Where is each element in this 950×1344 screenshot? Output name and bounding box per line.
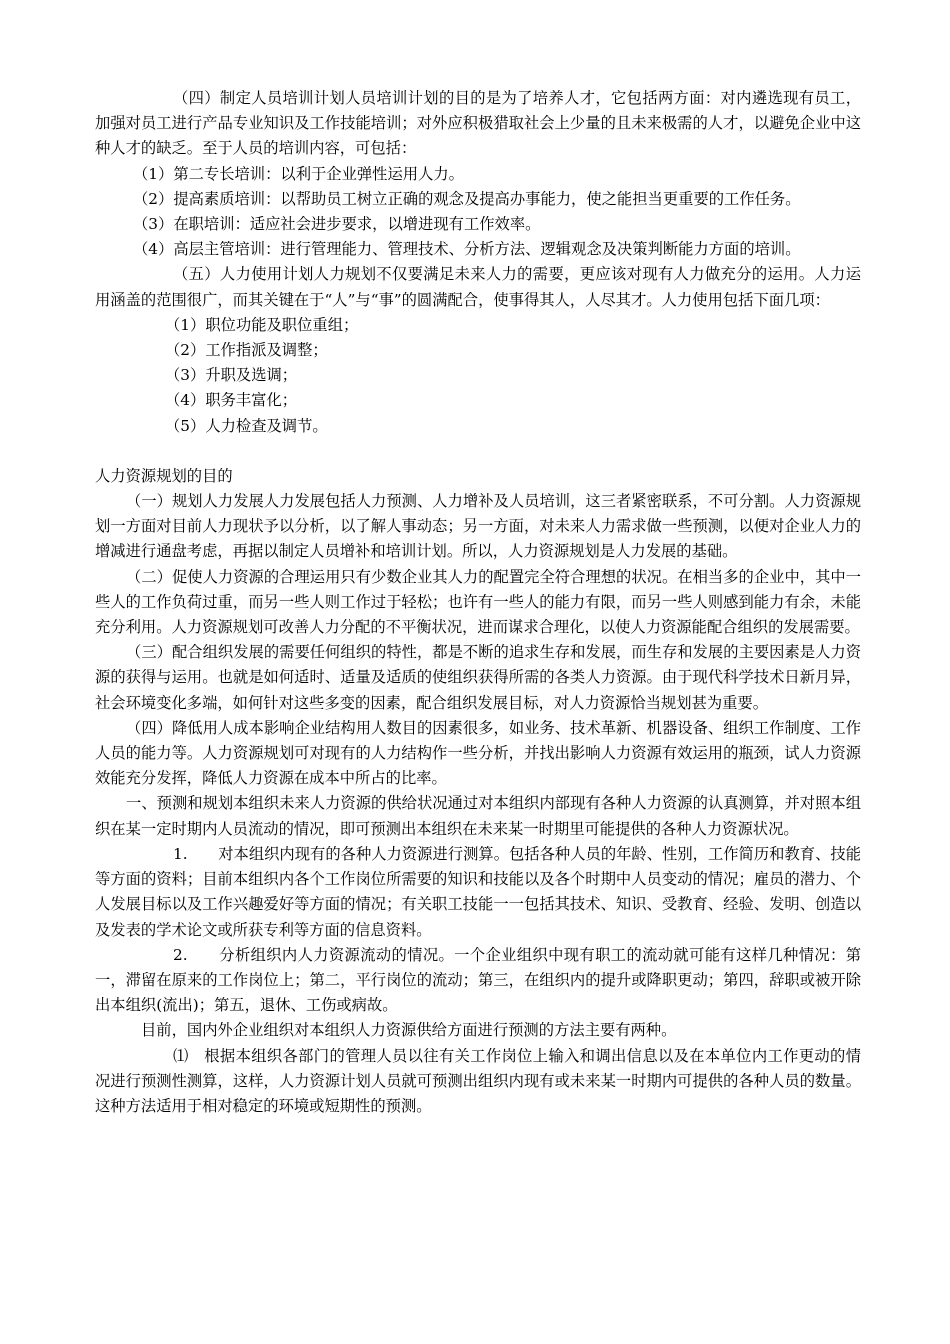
list-item-training-4: （4）高层主管培训：进行管理能力、管理技术、分析方法、逻辑观念及决策判断能力方面的培训。 <box>133 240 801 259</box>
paragraph-training-plan: （四）制定人员培训计划人员培训计划的目的是为了培养人才，它包括两方面：对内遴选现有员工，加强对员工进行产品专业知识及工作技能培训；对外应积极猎取社会上少量的且未来极需的人才，以避免企业中这种人才的缺乏。至于人员的培训内容，可包括： <box>95 89 861 158</box>
list-item-usage-1: （1）职位功能及职位重组； <box>165 315 359 334</box>
paragraph-method-1: ⑴ 根据本组织各部门的管理人员以往有关工作岗位上输入和调出信息以及在本单位内工作更动的情况进行预测性测算，这样，人力资源计划人员就可预测出组织内现有或未来某一时期内可提供的各种人员的数量。这种方法适用于相对稳定的环境或短期性的预测。 <box>95 1046 861 1115</box>
paragraph-purpose-1: （一）规划人力发展人力发展包括人力预测、人力增补及人员培训，这三者紧密联系，不可分割。人力资源规划一方面对目前人力现状予以分析，以了解人事动态；另一方面，对未来人力需求做一些预测，以便对企业人力的增减进行通盘考虑，再据以制定人员增补和培训计划。所以，人力资源规划是人力发展的基础。 <box>95 492 861 561</box>
paragraph-purpose-4: （四）降低用人成本影响企业结构用人数目的因素很多，如业务、技术革新、机器设备、组织工作制度、工作人员的能力等。人力资源规划可对现有的人力结构作一些分析，并找出影响人力资源有效运用的瓶颈，试人力资源效能充分发挥，降低人力资源在成本中所占的比率。 <box>95 718 861 788</box>
section-heading-purpose: 人力资源规划的目的 <box>95 466 233 485</box>
paragraph-numbered-1: 1. 对本组织内现有的各种人力资源进行测算。包括各种人员的年龄、性别，工作简历和教育、技能等方面的资料；目前本组织内各个工作岗位所需要的知识和技能以及各个时期中人员变动的情况；雇员的潜力、个人发展目标以及工作兴趣爱好等方面的情况；有关职工技能一一包括其技术、知识、受教育、经验、发明、创造以及发表的学术论文或所获专利等方面的信息资料。 <box>95 844 861 939</box>
list-item-usage-2: （2）工作指派及调整； <box>165 341 328 360</box>
list-item-usage-3: （3）升职及选调； <box>165 366 298 385</box>
paragraph-numbered-2: 2. 分析组织内人力资源流动的情况。一个企业组织中现有职工的流动就可能有这样几种情况：第一，滞留在原来的工作岗位上；第二，平行岗位的流动；第三，在组织内的提升或降职更动；第四，辞职或被开除出本组织(流出)；第五，退休、工伤或病故。 <box>95 945 861 1015</box>
paragraph-supply-forecast: 一、预测和规划本组织未来人力资源的供给状况通过对本组织内部现有各种人力资源的认真测算，并对照本组织在某一定时期内人员流动的情况，即可预测出本组织在未来某一时期里可能提供的各种人力资源状况。 <box>95 794 861 838</box>
list-item-training-3: （3）在职培训：适应社会进步要求，以增进现有工作效率。 <box>133 215 541 234</box>
list-item-usage-5: （5）人力检查及调节。 <box>165 416 328 435</box>
list-item-usage-4: （4）职务丰富化； <box>165 391 298 410</box>
document-body <box>95 86 861 1119</box>
paragraph-purpose-3: （三）配合组织发展的需要任何组织的特性，都是不断的追求生存和发展，而生存和发展的主要因素是人力资源的获得与运用。也就是如何适时、适量及适质的使组织获得所需的各类人力资源。由于现代科学技术日新月异，社会环境变化多端，如何针对这些多变的因素，配合组织发展目标，对人力资源恰当规划甚为重要。 <box>95 643 861 712</box>
list-item-training-1: （1）第二专长培训：以利于企业弹性运用人力。 <box>133 164 464 183</box>
paragraph-purpose-2: （二）促使人力资源的合理运用只有少数企业其人力的配置完全符合理想的状况。在相当多的企业中，其中一些人的工作负荷过重，而另一些人则工作过于轻松；也许有一些人的能力有限，而另一些人则感到能力有余，未能充分利用。人力资源规划可改善人力分配的不平衡状况，进而谋求合理化，以使人力资源能配合组织的发展需要。 <box>95 567 861 637</box>
paragraph-methods-intro: 目前，国内外企业组织对本组织人力资源供给方面进行预测的方法主要有两种。 <box>141 1021 677 1040</box>
list-item-training-2: （2）提高素质培训：以帮助员工树立正确的观念及提高办事能力，使之能担当更重要的工作任务。 <box>133 189 801 208</box>
paragraph-usage-plan: （五）人力使用计划人力规划不仅要满足未来人力的需要，更应该对现有人力做充分的运用。人力运用涵盖的范围很广，而其关键在于“人”与“事”的圆满配合，使事得其人，人尽其才。人力使用包括下面几项： <box>95 265 861 309</box>
